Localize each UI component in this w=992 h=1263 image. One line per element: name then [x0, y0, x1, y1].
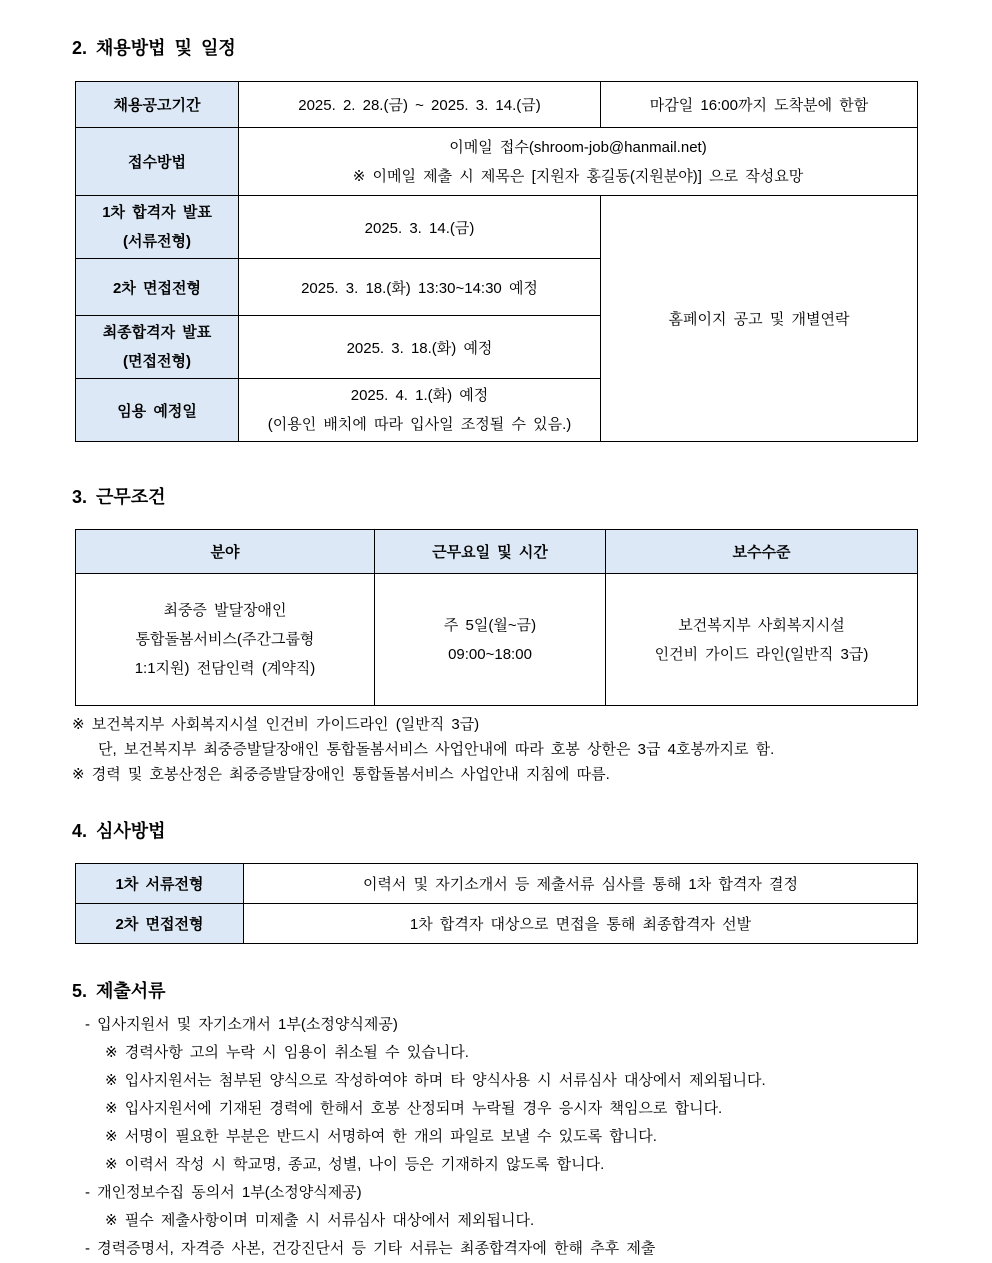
note-line: ※ 경력 및 호봉산정은 최중증발달장애인 통합돌봄서비스 사업안내 지침에 따름. [72, 766, 610, 783]
label-line: 1차 합격자 발표 [102, 204, 212, 221]
table-row [76, 128, 918, 196]
schedule-line: 주 5일(월~금) [443, 616, 537, 634]
row-label-cell [76, 316, 239, 379]
label-line: 최종합격자 발표 [102, 324, 212, 341]
note-line: 단, 보건복지부 최중증발달장애인 통합돌봄서비스 사업안내에 따라 호봉 상한은 3급 4호봉까지로 함. [98, 741, 775, 758]
email-address-line: 이메일 접수(shroom-job@hanmail.net) [449, 138, 707, 156]
recruitment-schedule-table [75, 81, 918, 442]
row-label-cell: 2차 면접전형 [76, 904, 244, 944]
section-4-title: 4. 심사방법 [72, 821, 166, 841]
row-label-cell: 채용공고기간 [76, 82, 239, 128]
merged-note-cell: 홈페이지 공고 및 개별연락 [601, 196, 918, 442]
field-line: 최중증 발달장애인 [163, 602, 287, 619]
table-row [76, 196, 918, 259]
table-row [76, 864, 918, 904]
table-header-row [76, 530, 918, 574]
table-row [76, 82, 918, 128]
row-value-cell: 2025. 2. 28.(금) ~ 2025. 3. 14.(금) [239, 82, 601, 128]
submission-documents-list [72, 1011, 917, 1263]
list-item: ※ 입사지원서는 첨부된 양식으로 작성하여야 하며 타 양식사용 시 서류심사 대상에서 제외됩니다. [105, 1072, 766, 1089]
section-2-title: 2. 채용방법 및 일정 [72, 38, 236, 58]
label-line: (면접전형) [123, 353, 191, 370]
row-value-cell: 2025. 3. 18.(화) 예정 [239, 316, 601, 379]
list-item: ※ 이력서 작성 시 학교명, 종교, 성별, 나이 등은 기재하지 않도록 합니다. [105, 1156, 605, 1173]
column-header-field: 분야 [76, 530, 375, 574]
working-conditions-notes [72, 712, 917, 787]
list-item: - 경력증명서, 자격증 사본, 건강진단서 등 기타 서류는 최종합격자에 한해 추후 제출 [85, 1240, 656, 1257]
table-row [76, 904, 918, 944]
row-note-cell: 마감일 16:00까지 도착분에 한함 [601, 82, 918, 128]
pay-line: 보건복지부 사회복지시설 [678, 616, 845, 634]
label-line: (서류전형) [123, 233, 191, 250]
section-5-title: 5. 제출서류 [72, 981, 166, 1001]
pay-cell [606, 574, 918, 706]
row-value-cell [239, 128, 918, 196]
value-line: 2025. 4. 1.(화) 예정 [350, 387, 489, 404]
field-cell [76, 574, 375, 706]
schedule-line: 09:00~18:00 [448, 645, 532, 663]
list-item: - 입사지원서 및 자기소개서 1부(소정양식제공) [85, 1016, 398, 1033]
row-value-cell: 1차 합격자 대상으로 면접을 통해 최종합격자 선발 [244, 904, 918, 944]
section-3-title: 3. 근무조건 [72, 487, 166, 507]
row-value-cell: 이력서 및 자기소개서 등 제출서류 심사를 통해 1차 합격자 결정 [244, 864, 918, 904]
list-item: ※ 서명이 필요한 부분은 반드시 서명하여 한 개의 파일로 보낼 수 있도록 합니다. [105, 1128, 657, 1145]
field-line: 통합돌봄서비스(주간그룹형 [135, 631, 315, 648]
row-label-cell: 2차 면접전형 [76, 259, 239, 316]
list-item: - 개인정보수집 동의서 1부(소정양식제공) [85, 1184, 362, 1201]
list-item: ※ 필수 제출사항이며 미제출 시 서류심사 대상에서 제외됩니다. [105, 1212, 535, 1229]
column-header-pay: 보수수준 [606, 530, 918, 574]
list-item: ※ 입사지원서에 기재된 경력에 한해서 호봉 산정되며 누락될 경우 응시자 책임으로 합니다. [105, 1100, 723, 1117]
row-value-cell: 2025. 3. 14.(금) [239, 196, 601, 259]
row-label-cell: 1차 서류전형 [76, 864, 244, 904]
row-label-cell [76, 196, 239, 259]
review-method-table [75, 863, 918, 944]
field-line: 1:1지원) 전담인력 (계약직) [134, 660, 316, 677]
working-conditions-table [75, 529, 918, 706]
pay-line: 인건비 가이드 라인(일반직 3급) [654, 645, 869, 663]
schedule-cell [375, 574, 606, 706]
value-line: (이용인 배치에 따라 입사일 조정될 수 있음.) [267, 416, 572, 433]
row-value-cell [239, 379, 601, 442]
row-label-cell: 접수방법 [76, 128, 239, 196]
table-row [76, 574, 918, 706]
note-line: ※ 보건복지부 사회복지시설 인건비 가이드라인 (일반직 3급) [72, 716, 480, 733]
email-subject-note-line: ※ 이메일 제출 시 제목은 [지원자 홍길동(지원분야)] 으로 작성요망 [352, 167, 804, 185]
row-label-cell: 임용 예정일 [76, 379, 239, 442]
row-value-cell: 2025. 3. 18.(화) 13:30~14:30 예정 [239, 259, 601, 316]
column-header-schedule: 근무요일 및 시간 [375, 530, 606, 574]
list-item: ※ 경력사항 고의 누락 시 임용이 취소될 수 있습니다. [105, 1044, 469, 1061]
